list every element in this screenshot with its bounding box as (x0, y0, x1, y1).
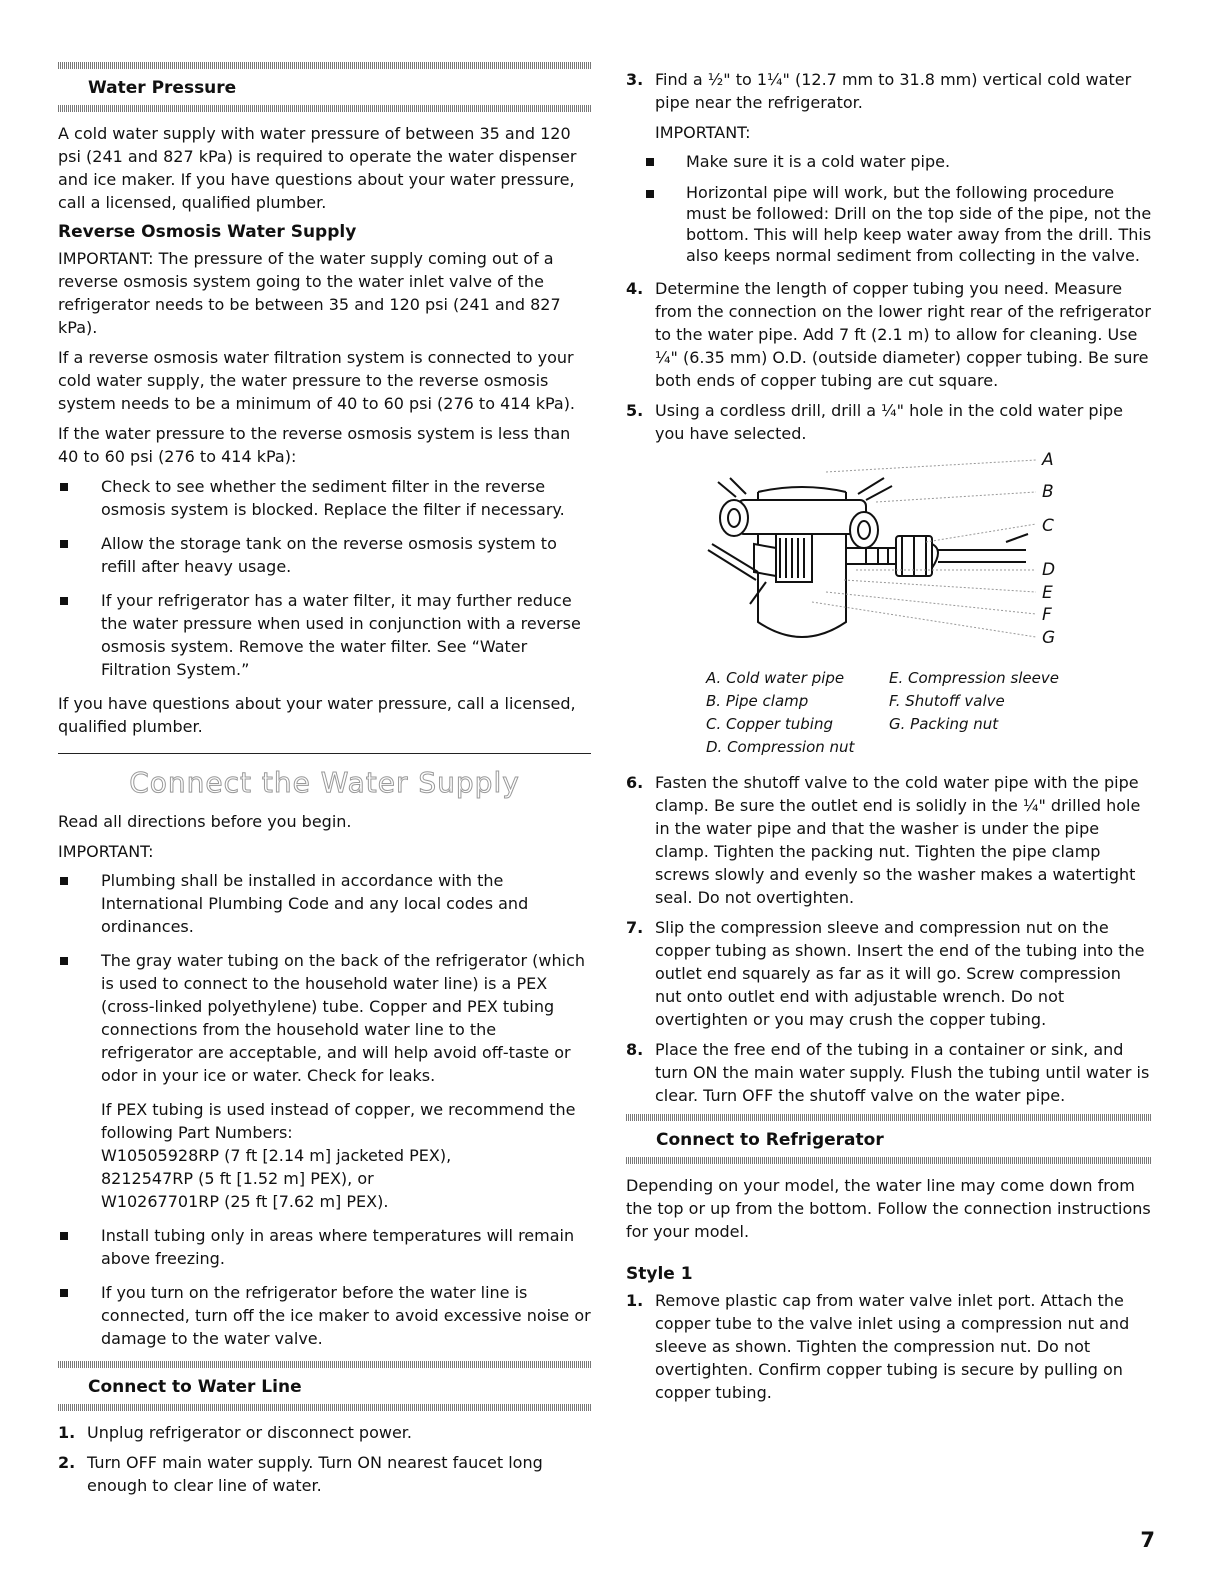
important-label: IMPORTANT: (58, 842, 154, 861)
valve-illustration (626, 452, 1152, 657)
bullet-list (626, 150, 1152, 266)
paragraph: IMPORTANT: The pressure of the water supply coming out of a reverse osmosis system going to the water inlet valve of the refrigerator needs to be between 35 and 120 psi (241 and 827 kPa). (58, 249, 561, 337)
caption-item: B. Pipe clamp (706, 692, 809, 710)
caption-item: D. Compression nut (706, 738, 855, 756)
caption-item: E. Compression sleeve (889, 669, 1059, 687)
part-number: W10505928RP (7 ft [2.14 m] jacketed PEX), (101, 1146, 452, 1165)
subheading: Style 1 (626, 1264, 693, 1284)
water-line-section-header (58, 1361, 591, 1411)
list-item: Plumbing shall be installed in accordance with the International Plumbing Code and any local codes and ordinances. (58, 869, 591, 938)
paragraph: A cold water supply with water pressure of between 35 and 120 psi (241 and 827 kPa) is required to operate the water dispenser and ice maker. If you have questions about your water pressure, call a licensed, qualified plumber. (58, 124, 577, 212)
section-title: Connect the Water Supply (129, 766, 520, 799)
label-d: D (1042, 560, 1056, 580)
paragraph: If the water pressure to the reverse osmosis system is less than 40 to 60 psi (276 to 414 kPa): (58, 424, 571, 466)
header-rule-top (626, 1114, 1152, 1121)
section-heading: Connect to Refrigerator (656, 1130, 884, 1150)
label-c: C (1042, 516, 1054, 536)
refrigerator-section-header (626, 1114, 1152, 1164)
label-b: B (1042, 482, 1054, 502)
label-f: F (1042, 605, 1052, 625)
bullet-icon (646, 158, 654, 166)
left-column (58, 62, 591, 1504)
list-item: 3. Find a ½" to 1¼" (12.7 mm to 31.8 mm) vertical cold water pipe near the refrigerator. (626, 70, 1132, 112)
list-item: Check to see whether the sediment filter in the reverse osmosis system is blocked. Replace the filter if necessary. (58, 475, 591, 521)
section-heading: Water Pressure (88, 78, 237, 98)
caption-item: G. Packing nut (889, 715, 999, 733)
bullet-icon (60, 877, 68, 885)
list-item: The gray water tubing on the back of the refrigerator (which is used to connect to the household water line) is a PEX (cross-linked polyethylene) tube. Copper and PEX tubing connections from the household water line to the refrigerator are acceptable, and will help avoid off-taste or odor in your ice or water. Check for leaks. If PEX tubing is used instead of copper, we recommend the following Part Numbers: W10505928RP (7 ft [2.14 m] jacketed PEX), 8212547RP (5 ft [1.52 m] PEX), or W10267701RP (25 ft [7.62 m] PEX). (58, 949, 591, 1213)
numbered-list (626, 771, 1152, 1107)
list-item: 4. Determine the length of copper tubing you need. Measure from the connection on the lower right rear of the refrigerator to the water pipe. Add 7 ft (2.1 m) to allow for cleaning. Use ¼" (6.35 mm) O.D. (outside diameter) copper tubing. Be sure both ends of copper tubing are cut square. (626, 279, 1151, 390)
paragraph: Read all directions before you begin. (58, 812, 352, 831)
list-item: Make sure it is a cold water pipe. (626, 150, 1152, 173)
list-item: Install tubing only in areas where temperatures will remain above freezing. (58, 1224, 591, 1270)
pex-note: If PEX tubing is used instead of copper, we recommend the following Part Numbers: W10505928RP (7 ft [2.14 m] jacketed PEX), 8212547RP (5 ft [1.52 m] PEX), or W10267701RP (25 ft [7.62 m] PEX). (101, 1098, 591, 1213)
section-heading: Connect to Water Line (88, 1377, 302, 1397)
bullet-icon (60, 1289, 68, 1297)
header-rule-bottom (58, 1404, 591, 1411)
figure-caption (706, 667, 1152, 759)
part-number: 8212547RP (5 ft [1.52 m] PEX), or (101, 1169, 374, 1188)
list-item: 1. Remove plastic cap from water valve inlet port. Attach the copper tube to the valve inlet using a compression nut and sleeve as shown. Tighten the compression nut. Do not overtighten. Confirm copper tubing is secure by pulling on copper tubing. (626, 1291, 1130, 1402)
numbered-list (58, 1421, 591, 1497)
label-e: E (1042, 583, 1053, 603)
caption-item: C. Copper tubing (706, 715, 833, 733)
caption-item: F. Shutoff valve (889, 692, 1005, 710)
important-label: IMPORTANT: (655, 123, 751, 142)
bullet-icon (60, 597, 68, 605)
paragraph: If a reverse osmosis water filtration system is connected to your cold water supply, the water pressure to the reverse osmosis system needs to be a minimum of 40 to 60 psi (276 to 414 kPa). (58, 348, 576, 413)
list-item: 5. Using a cordless drill, drill a ¼" hole in the cold water pipe you have selected. (626, 401, 1123, 443)
list-item: 1. Unplug refrigerator or disconnect power. (58, 1423, 412, 1442)
shutoff-valve-diagram (626, 452, 1152, 657)
header-rule-top (58, 1361, 591, 1368)
subheading: Reverse Osmosis Water Supply (58, 222, 357, 242)
header-rule-top (58, 62, 591, 69)
numbered-list (626, 1289, 1152, 1404)
list-item: Allow the storage tank on the reverse osmosis system to refill after heavy usage. (58, 532, 591, 578)
numbered-list (626, 277, 1152, 445)
label-a: A (1042, 452, 1054, 470)
part-number: W10267701RP (25 ft [7.62 m] PEX). (101, 1192, 389, 1211)
bullet-icon (60, 1232, 68, 1240)
header-rule-bottom (626, 1157, 1152, 1164)
header-rule-bottom (58, 105, 591, 112)
bullet-icon (60, 540, 68, 548)
numbered-list (626, 68, 1152, 114)
paragraph: If you have questions about your water pressure, call a licensed, qualified plumber. (58, 694, 576, 736)
bullet-icon (60, 483, 68, 491)
list-item: Horizontal pipe will work, but the following procedure must be followed: Drill on the top side of the pipe, not the bottom. This will help keep water away from the drill. This also keeps normal sediment from collecting in the valve. (626, 182, 1152, 266)
list-item: 2. Turn OFF main water supply. Turn ON nearest faucet long enough to clear line of water. (58, 1453, 543, 1495)
bullet-icon (646, 190, 654, 198)
paragraph: Depending on your model, the water line may come down from the top or up from the bottom. Follow the connection instructions for your model. (626, 1176, 1151, 1241)
page-number: 7 (1140, 1528, 1155, 1552)
list-item: If your refrigerator has a water filter, it may further reduce the water pressure when used in conjunction with a reverse osmosis system. Remove the water filter. See “Water Filtration System.” (58, 589, 591, 681)
section-divider (58, 753, 591, 754)
caption-item: A. Cold water pipe (706, 669, 845, 687)
water-pressure-section-header (58, 62, 591, 112)
list-item: 7. Slip the compression sleeve and compression nut on the copper tubing as shown. Insert the end of the tubing into the outlet end squarely as far as it will go. Screw compression nut onto outlet end with adjustable wrench. Do not overtighten or you may crush the copper tubing. (626, 918, 1145, 1029)
label-g: G (1042, 628, 1056, 648)
right-column (626, 68, 1152, 1411)
list-item: 8. Place the free end of the tubing in a container or sink, and turn ON the main water supply. Flush the tubing until water is clear. Turn OFF the shutoff valve on the water pipe. (626, 1040, 1150, 1105)
list-item: 6. Fasten the shutoff valve to the cold water pipe with the pipe clamp. Be sure the outlet end is solidly in the ¼" drilled hole in the water pipe and that the washer is under the pipe clamp. Tighten the packing nut. Tighten the pipe clamp screws slowly and evenly so the washer makes a watertight seal. Do not overtighten. (626, 773, 1141, 907)
bullet-list (58, 869, 591, 1350)
bullet-icon (60, 957, 68, 965)
bullet-list (58, 475, 591, 681)
list-item: If you turn on the refrigerator before the water line is connected, turn off the ice maker to avoid excessive noise or damage to the water valve. (58, 1281, 591, 1350)
